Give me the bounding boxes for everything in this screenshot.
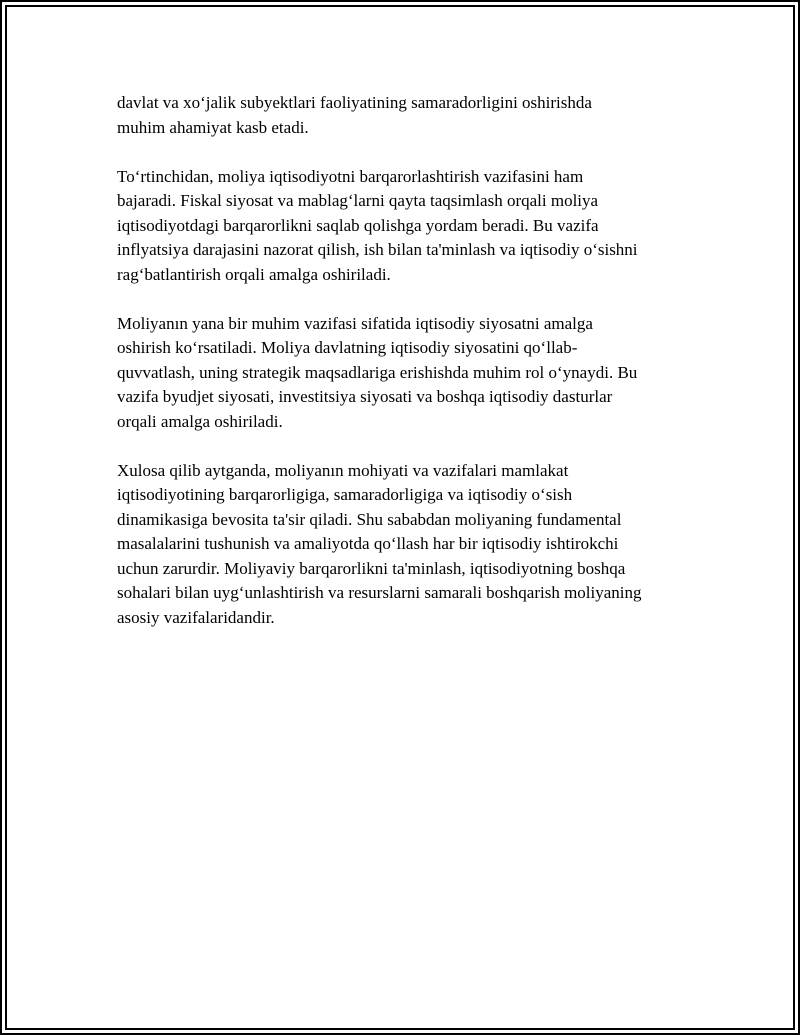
document-body [117, 91, 697, 655]
paragraph-economic-policy: Moliyanın yana bir muhim vazifasi sifatida iqtisodiy siyosatni amalga oshirish ko‘rsatiladi. Moliya davlatning iqtisodiy siyosatini qo‘llab- quvvatlash, uning strategik maqsadlariga erishishda muhim rol o‘ynaydi. Bu vazifa byudjet siyosati, investitsiya siyosati va boshqa iqtisodiy dasturlar orqali amalga oshiriladi. [117, 313, 638, 431]
paragraph-continuation: davlat va xo‘jalik subyektlari faoliyatining samaradorligini oshirishda muhim ahamiyat kasb etadi. [117, 93, 592, 137]
paragraph-conclusion: Xulosa qilib aytganda, moliyanın mohiyati va vazifalari mamlakat iqtisodiyotining barqarorligiga, samaradorligiga va iqtisodiy o‘sish dinamikasiga bevosita ta'sir qiladi. Shu sababdan moliyaning fundamental masalalarini tushunish va amaliyotda qo‘llash har bir iqtisodiy ishtirokchi uchun zarurdir. Moliyaviy barqarorlikni ta'minlash, iqtisodiyotning boshqa sohalari bilan uyg‘unlashtirish va resurslarni samarali boshqarish moliyaning asosiy vazifalaridandir. [117, 460, 642, 627]
paragraph-fourth-function: To‘rtinchidan, moliya iqtisodiyotni barqarorlashtirish vazifasini ham bajaradi. Fiskal siyosat va mablag‘larni qayta taqsimlash orqali moliya iqtisodiyotdagi barqarorlikni saqlab qolishga yordam beradi. Bu vazifa inflyatsiya darajasini nazorat qilish, ish bilan ta'minlash va iqtisodiy o‘sishni rag‘batlantirish orqali amalga oshiriladi. [117, 166, 638, 284]
